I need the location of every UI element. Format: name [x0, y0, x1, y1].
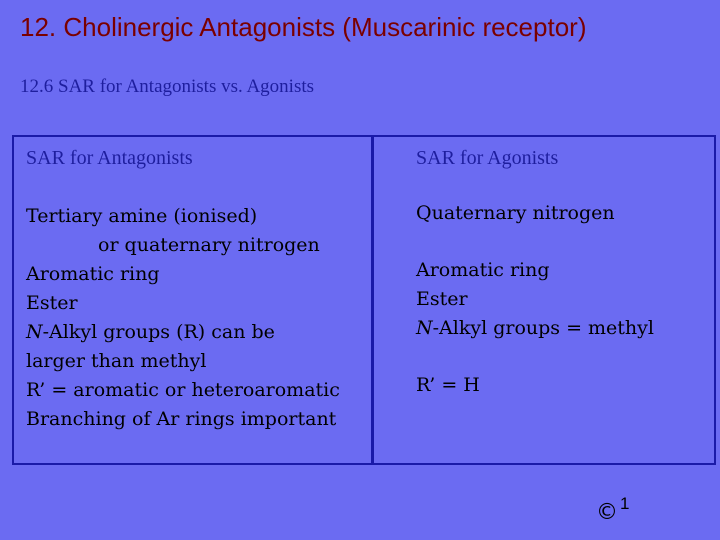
- antagonists-heading: SAR for Antagonists: [26, 147, 193, 169]
- antagonists-line-quaternary: or quaternary nitrogen: [98, 234, 320, 256]
- antagonists-line-r-prime: R’ = aromatic or heteroaromatic: [26, 379, 340, 401]
- antagonists-line-methyl: larger than methyl: [26, 350, 207, 372]
- agonists-line-quaternary: Quaternary nitrogen: [416, 202, 615, 224]
- antagonists-line-amine: Tertiary amine (ionised): [26, 205, 258, 227]
- slide-footer: [596, 494, 630, 525]
- antagonists-column: [14, 137, 374, 463]
- agonists-column: [374, 137, 714, 463]
- copyright-icon: ©: [596, 500, 618, 525]
- antagonists-line-alkyl: [26, 319, 275, 345]
- antagonists-line-aromatic: Aromatic ring: [26, 263, 160, 285]
- antagonists-line-branching: Branching of Ar rings important: [26, 408, 337, 430]
- slide-title: 12. Cholinergic Antagonists (Muscarinic receptor): [20, 12, 587, 42]
- agonists-line-ester: Ester: [416, 288, 468, 310]
- agonists-line-r-prime: R’ = H: [416, 374, 480, 396]
- sar-comparison-table: [12, 135, 716, 465]
- antagonists-line-ester: Ester: [26, 292, 78, 314]
- antagonists-n-prefix: N: [26, 321, 43, 343]
- page-number: 1: [620, 494, 630, 513]
- agonists-alkyl-text: -Alkyl groups = methyl: [432, 317, 654, 339]
- antagonists-alkyl-text: -Alkyl groups (R) can be: [42, 321, 275, 343]
- agonists-n-prefix: N: [416, 317, 433, 339]
- slide-subtitle: 12.6 SAR for Antagonists vs. Agonists: [20, 76, 315, 97]
- agonists-line-alkyl: [416, 315, 654, 341]
- agonists-line-aromatic: Aromatic ring: [416, 259, 550, 281]
- agonists-heading: SAR for Agonists: [416, 147, 559, 169]
